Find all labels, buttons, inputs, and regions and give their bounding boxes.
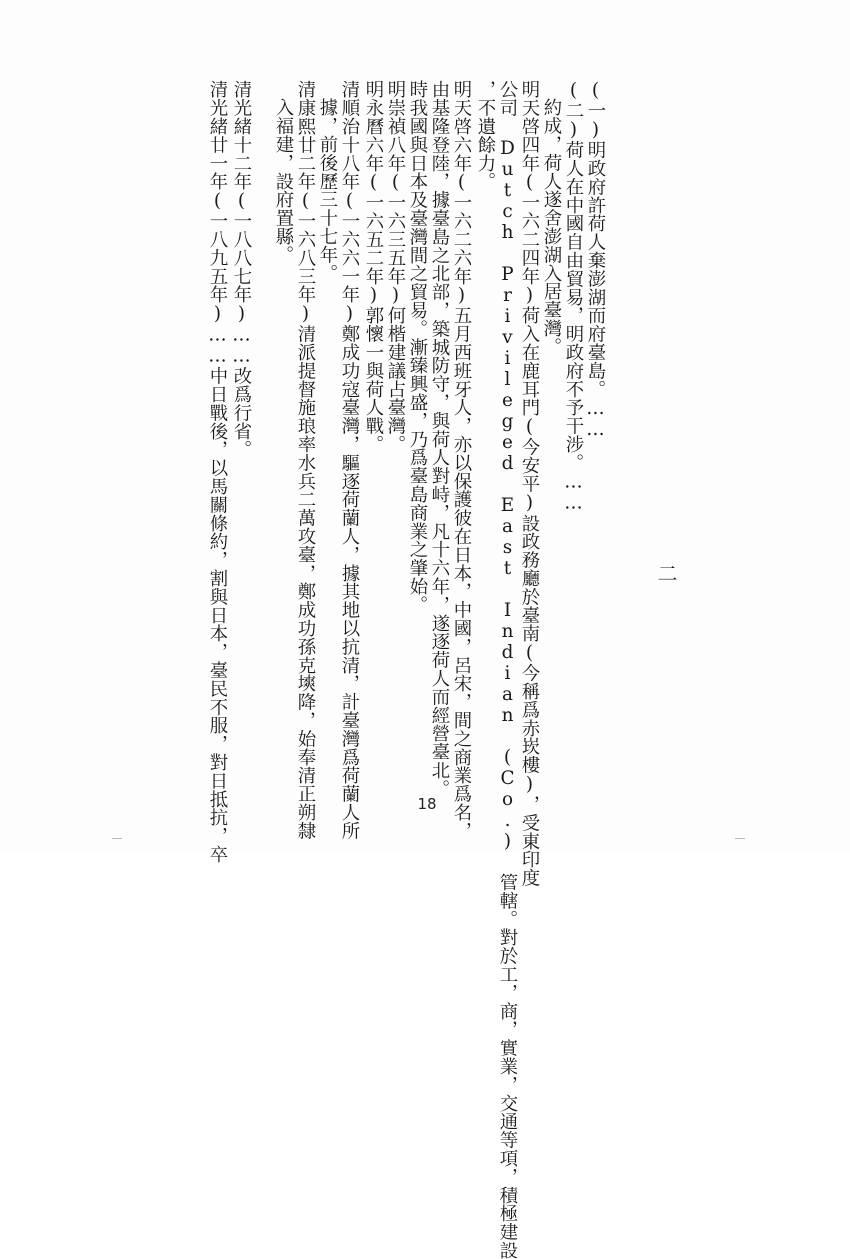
- corner-mark-right: [735, 838, 745, 839]
- page-number: 18: [417, 795, 437, 813]
- text-column-11: 明永曆六年(一六五二年)郭懷一與荷人戰。: [363, 80, 384, 454]
- text-column-1: (一)明政府許荷人棄澎湖而府臺島。……: [585, 80, 606, 440]
- text-column-14: 清康熙廿二年(一六八三年)清派提督施琅率水兵二萬攻臺，鄭成功孫克塽降，始奉清正朔隸: [295, 80, 316, 840]
- text-column-16: 清光緒十二年(一八八七年)……改爲行省。: [231, 80, 252, 459]
- text-column-13: 據，前後歷三十七年。: [317, 98, 338, 282]
- text-column-10: 明崇禎八年(一六三五年)何楷建議占臺灣。: [385, 80, 406, 454]
- text-column-8: 由基隆登陸，據臺島之北部，築城防守，與荷人對峙，凡十六年，遂逐荷人而經營臺北。: [429, 80, 450, 798]
- side-section-number: 二: [654, 563, 678, 583]
- text-column-17: 清光緒廿一年(一八九五年)……中日戰後，以馬關條約，割與日本，臺民不服，對日抵抗，卒: [207, 80, 228, 864]
- text-column-4: 明天啓四年(一六二四年)荷入在鹿耳門(今安平)設政務廳於臺南(今稱爲赤崁樓)，受東印度: [519, 80, 540, 887]
- text-column-12: 清順治十八年(一六六一年)鄭成功寇臺灣，驅逐荷蘭人，據其地以抗清，計臺灣爲荷蘭人所: [339, 80, 360, 840]
- text-column-6: ，不遺餘力。: [475, 80, 496, 191]
- text-column-7: 明天啓六年(一六二六年)五月西班牙人，亦以保護彼在日本，中國，呂宋，間之商業爲名，: [451, 80, 472, 840]
- text-column-3: 約成，荷人遂舍澎湖入居臺灣。: [541, 98, 562, 356]
- text-column-2: (二)荷人在中國自由貿易，明政府不予干涉。……: [563, 80, 584, 514]
- text-column-9: 時我國與日本及臺灣間之貿易。漸臻興盛，乃爲臺島商業之肇始。: [407, 80, 428, 614]
- corner-mark-left: [112, 838, 122, 839]
- text-column-5: 公司 Dutch Privileged East Indian (Co.) 管轄。對於工，商，實業，交通等項，積極建設: [497, 80, 518, 1259]
- text-column-15: 入福建，設府置縣。: [273, 98, 294, 264]
